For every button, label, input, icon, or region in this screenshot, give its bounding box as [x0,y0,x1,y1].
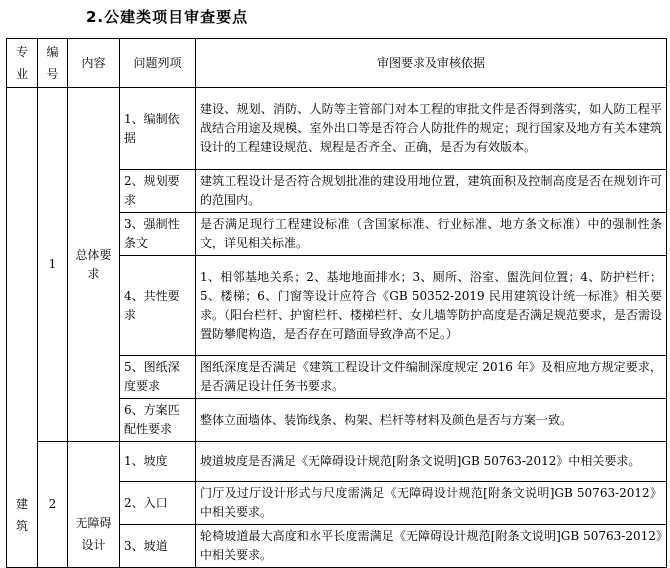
section-title: 2.公建类项目审查要点 [86,8,249,26]
table-header-row [7,39,667,88]
requirement-cell: 门厅及过厅设计形式与尺度需满足《无障碍设计规范[附条文说明]GB 50763-2012》中相关要求。 [196,482,667,525]
review-table [6,38,667,568]
issue-cell: 6、方案匹配性要求 [120,399,196,442]
requirement-cell: 建筑工程设计是否符合规划批准的建设用地位置，建筑面积及控制高度是否在规划许可的范围内。 [196,170,667,213]
requirement-cell: 1、相邻基地关系；2、基地地面排水；3、厕所、浴室、盥洗间位置；4、防护栏杆；5、楼梯；6、门窗等设计应符合《GB 50352-2019 民用建筑设计统一标准》相关要求。（阳台栏杆、护窗栏杆、楼梯栏杆、女儿墙等防护高度是否满足规范要求，是否需设置防攀爬构造，是否存在可踏面导致净高不足。） [196,256,667,356]
group-no-cell: 1 [38,88,68,442]
issue-cell: 2、规划要求 [120,170,196,213]
issue-cell: 1、坡度 [120,442,196,482]
requirement-cell: 轮椅坡道最大高度和水平长度需满足《无障碍设计规范[附条文说明]GB 50763-2012》中相关要求。 [196,525,667,568]
group-content-cell: 无障碍设计 [68,442,120,568]
requirement-cell: 整体立面墙体、装饰线条、构架、栏杆等材料及颜色是否与方案一致。 [196,399,667,442]
header-issue: 问题列项 [120,39,196,88]
issue-cell: 3、强制性条文 [120,213,196,256]
table-row [7,88,667,170]
major-cell: 建筑 [7,88,38,568]
header-content: 内容 [68,39,120,88]
header-requirement: 审图要求及审核依据 [196,39,667,88]
group-no-cell: 2 [38,442,68,568]
requirement-cell: 坡道坡度是否满足《无障碍设计规范[附条文说明]GB 50763-2012》中相关要求。 [196,442,667,482]
requirement-cell: 建设、规划、消防、人防等主管部门对本工程的审批文件是否得到落实，如人防工程平战结合用途及规模、室外出口等是否符合人防批件的规定；现行国家及地方有关本建筑设计的工程建设规范、规程是否齐全、正确，是否为有效版本。 [196,88,667,170]
issue-cell: 4、共性要求 [120,256,196,356]
issue-cell: 2、入口 [120,482,196,525]
group-content-cell: 总体要求 [68,88,120,442]
header-major: 专业 [7,39,38,88]
header-no: 编号 [38,39,68,88]
table-row [7,442,667,482]
issue-cell: 1、编制依据 [120,88,196,170]
issue-cell: 3、坡道 [120,525,196,568]
issue-cell: 5、图纸深度要求 [120,356,196,399]
requirement-cell: 是否满足现行工程建设标准（含国家标准、行业标准、地方条文标准）中的强制性条文，详见相关标准。 [196,213,667,256]
requirement-cell: 图纸深度是否满足《建筑工程设计文件编制深度规定 2016 年》及相应地方规定要求，是否满足设计任务书要求。 [196,356,667,399]
